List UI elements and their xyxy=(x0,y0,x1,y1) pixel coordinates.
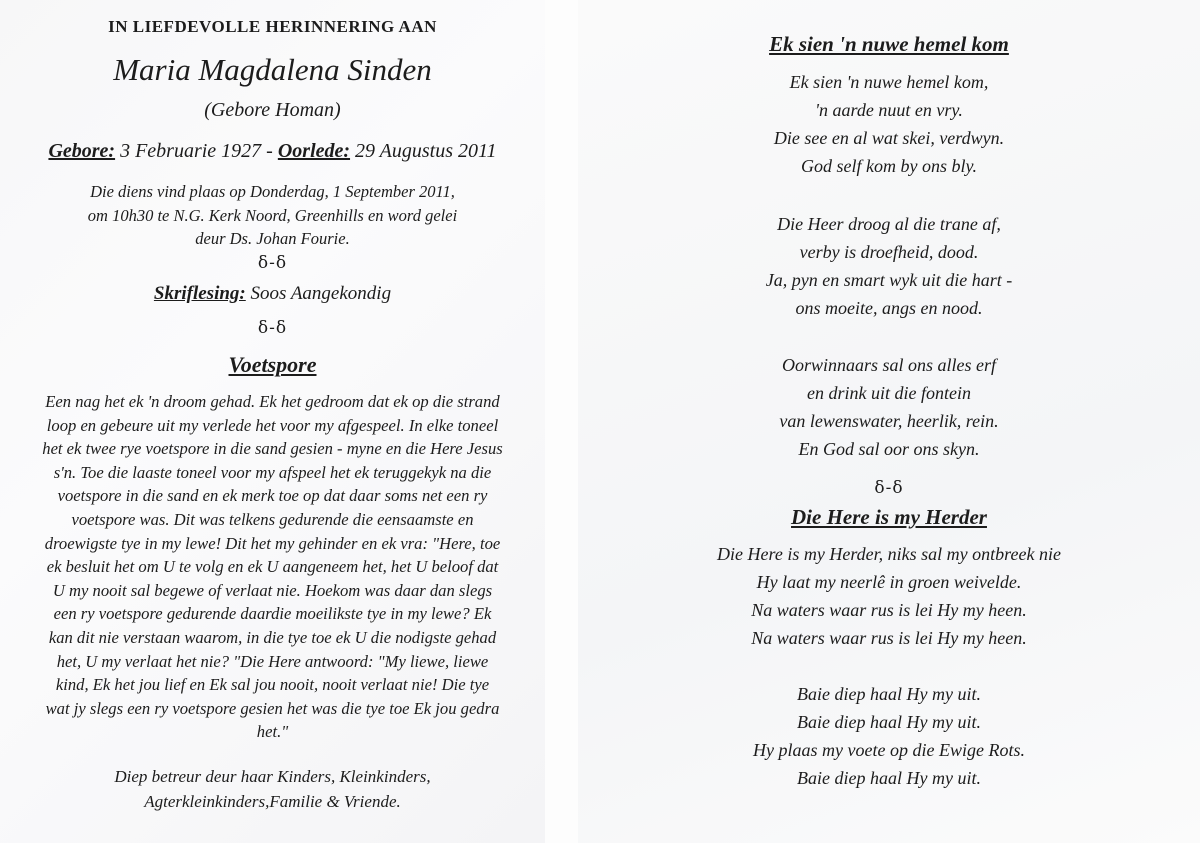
ornament-divider: ẟ-ẟ xyxy=(257,253,288,273)
stanza xyxy=(578,540,1200,652)
poem-line: Die see en al wat skei, verdwyn. xyxy=(773,128,1005,148)
poem-line: ek besluit het om U te volg en ek U aangeneem het, het U beloof dat xyxy=(46,557,499,577)
poem-line: kan dit nie verstaan waarom, in die tye toe ek U die nodigste gehad xyxy=(48,627,497,647)
poem-line: voetspore in die sand en ek merk toe op dat daar soms net een ry xyxy=(57,486,488,506)
stanza xyxy=(578,210,1200,322)
ornament-divider: ẟ-ẟ xyxy=(874,478,904,498)
scripture-reading xyxy=(0,283,545,305)
stanza xyxy=(578,351,1200,463)
poem-title-herder: Die Here is my Herder xyxy=(791,505,987,529)
poem-line: het ek twee rye voetspore in die sand gesien - myne en die Here Jesus xyxy=(42,439,503,459)
service-line: om 10h30 te N.G. Kerk Noord, Greenhills en word gelei xyxy=(87,205,458,225)
poem-line: Die Here is my Herder, niks sal my ontbreek nie xyxy=(717,544,1061,564)
poem-line: en drink uit die fontein xyxy=(807,383,971,403)
page-fold xyxy=(545,0,578,843)
poem-line: Een nag het ek 'n droom gehad. Ek het gedroom dat ek op die strand xyxy=(45,392,500,411)
poem-line: En God sal oor ons skyn. xyxy=(798,439,980,459)
died-date: 29 Augustus 2011 xyxy=(355,140,497,162)
service-details xyxy=(20,180,525,251)
life-dates xyxy=(0,140,545,163)
closing-line: Diep betreur deur haar Kinders, Kleinkinders, xyxy=(114,767,431,786)
poem-line: ons moeite, angs en nood. xyxy=(795,298,983,318)
poem-line: 'n aarde nuut en vry. xyxy=(815,100,963,120)
poem-line: het." xyxy=(256,722,289,742)
poem-line: Ja, pyn en smart wyk uit die hart - xyxy=(765,270,1013,290)
poem-line: Ek sien 'n nuwe hemel kom, xyxy=(789,72,989,92)
maiden-name: (Gebore Homan) xyxy=(204,99,341,121)
closing-message xyxy=(20,764,525,814)
poem-line: van lewenswater, heerlik, rein. xyxy=(779,411,999,431)
poem-line: verby is droefheid, dood. xyxy=(799,242,979,262)
born-label: Gebore: xyxy=(48,140,116,162)
reading-label: Skriflesing: xyxy=(153,283,246,304)
poem-line: Baie diep haal Hy my uit. xyxy=(797,768,981,788)
poem-line: loop en gebeure uit my verlede het voor my afgespeel. In elke toneel xyxy=(46,415,499,435)
memorial-heading: IN LIEFDEVOLLE HERINNERING AAN xyxy=(108,17,437,36)
poem-line: het, U my verlaat het nie? "Die Here antwoord: "My liewe, liewe xyxy=(56,651,489,671)
poem-line: Baie diep haal Hy my uit. xyxy=(797,712,981,732)
poem-line: wat jy slegs een ry voetspore gesien het was die tye toe Ek jou gedra xyxy=(45,698,500,718)
poem-line: U my nooit sal begewe of verlaat nie. Hoekom was daar dan slegs xyxy=(52,580,493,600)
poem-line: s'n. Toe die laaste toneel voor my afspeel het ek teruggekyk na die xyxy=(53,462,492,482)
closing-line: Agterkleinkinders,Familie & Vriende. xyxy=(144,792,401,811)
dates-dash: - xyxy=(266,140,273,162)
poem-line: Hy laat my neerlê in groen weivelde. xyxy=(756,572,1022,592)
service-line: deur Ds. Johan Fourie. xyxy=(195,229,350,248)
poem-line: Oorwinnaars sal ons alles erf xyxy=(781,355,997,375)
poem-line: voetspore was. Dit was telkens gedurende die eensaamste en xyxy=(71,509,474,529)
poem-line: kind, Ek het jou lief en Ek sal jou nooit, nooit verlaat nie! Die tye xyxy=(55,675,490,695)
poem-voetspore xyxy=(15,390,530,744)
poem-line: Baie diep haal Hy my uit. xyxy=(797,684,981,704)
ornament-divider: ẟ-ẟ xyxy=(257,318,288,338)
poem-line: een ry voetspore gedurende daardie moeilikste tye in my lewe? Ek xyxy=(53,604,492,624)
reading-value: Soos Aangekondig xyxy=(250,283,392,304)
poem-line: droewigste tye in my lewe! Dit het my gehinder en ek vra: "Here, toe xyxy=(44,533,501,553)
service-line: Die diens vind plaas op Donderdag, 1 September 2011, xyxy=(90,182,455,201)
poem-line: Na waters waar rus is lei Hy my heen. xyxy=(751,628,1027,648)
poem-line: Die Heer droog al die trane af, xyxy=(777,214,1001,234)
deceased-name: Maria Magdalena Sinden xyxy=(113,52,432,87)
stanza xyxy=(578,68,1200,180)
poem-title-nuwe-hemel: Ek sien 'n nuwe hemel kom xyxy=(769,32,1009,56)
died-label: Oorlede: xyxy=(277,140,351,162)
poem-line: Na waters waar rus is lei Hy my heen. xyxy=(751,600,1027,620)
poem-title-voetspore: Voetspore xyxy=(228,352,317,377)
poem-line: Hy plaas my voete op die Ewige Rots. xyxy=(753,740,1025,760)
poem-line: God self kom by ons bly. xyxy=(801,156,977,176)
born-date: 3 Februarie 1927 xyxy=(120,140,262,162)
stanza xyxy=(578,680,1200,792)
